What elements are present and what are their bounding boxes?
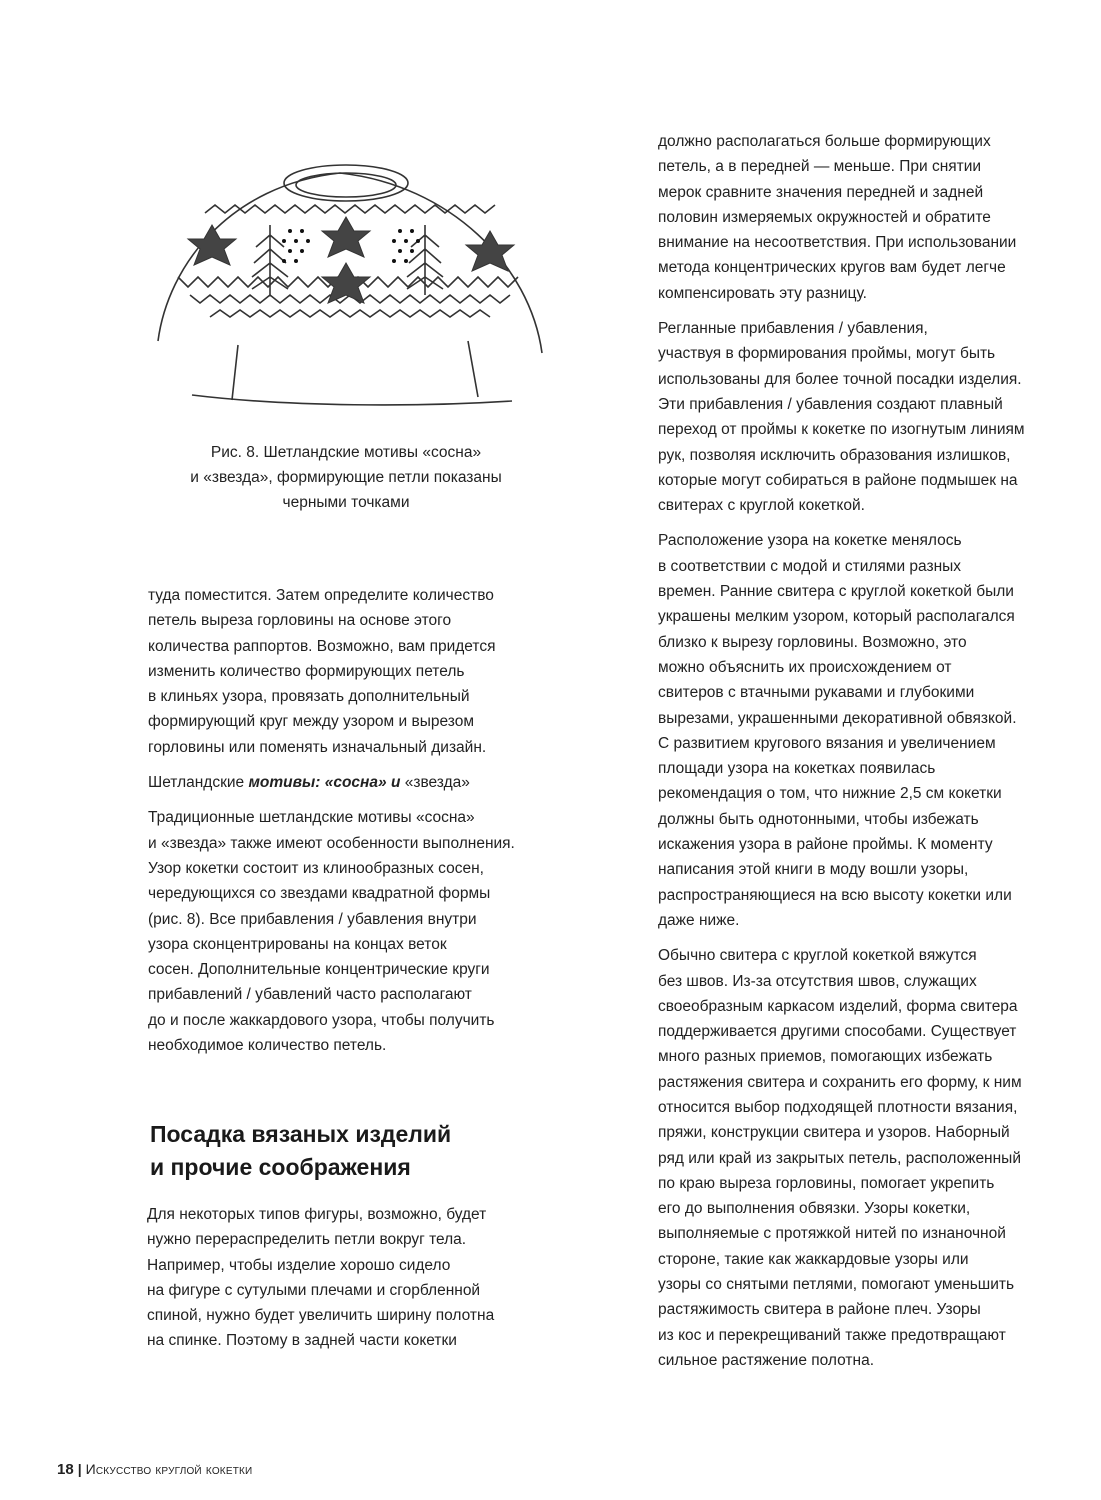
paragraph bbox=[147, 1202, 547, 1354]
paragraph bbox=[658, 943, 1058, 1373]
text-line: написания этой книги в моду вошли узоры, bbox=[658, 861, 969, 879]
text-line: узоры со снятыми петлями, помогают уменьшить bbox=[658, 1276, 1015, 1294]
text-line: должны быть однотонными, чтобы избежать bbox=[658, 810, 979, 828]
text-line: в клиньях узора, провязать дополнительный bbox=[148, 688, 470, 706]
footer-separator: | bbox=[77, 1461, 82, 1477]
text-line: внимание на несоответствия. При использовании bbox=[658, 234, 1017, 252]
text-line: близко к вырезу горловины. Возможно, это bbox=[658, 633, 967, 651]
text-line: использованы для более точной посадки изделия. bbox=[658, 370, 1022, 388]
figure-caption bbox=[150, 440, 542, 515]
text-line: распространяющиеся на всю высоту кокетки или bbox=[658, 886, 1012, 904]
text-line: на фигуре с сутулыми плечами и сгорбленной bbox=[147, 1281, 481, 1299]
text-line: свитерах с круглой кокеткой. bbox=[658, 497, 865, 515]
text-line: переход от проймы к кокетке по изогнутым линиям bbox=[658, 421, 1025, 439]
text-line: вырезами, украшенными декоративной обвязкой. bbox=[658, 709, 1017, 727]
text-line: растяжимость свитера в районе плеч. Узоры bbox=[658, 1301, 981, 1319]
text-line: без швов. Из-за отсутствия швов, служащих bbox=[658, 972, 977, 990]
page-number: 18 bbox=[57, 1461, 74, 1478]
text-line: мерок сравните значения передней и задней bbox=[658, 183, 984, 201]
paragraph bbox=[658, 129, 1058, 306]
text-line: Регланные прибавления / убавления, bbox=[658, 320, 928, 338]
paragraph bbox=[148, 805, 548, 1058]
text-line: украшены мелким узором, который располагался bbox=[658, 608, 1015, 626]
text-line: туда поместится. Затем определите количество bbox=[148, 587, 494, 604]
text-line: которые могут собираться в районе подмышек на bbox=[658, 471, 1018, 489]
text-line: горловины или поменять изначальный дизайн. bbox=[148, 738, 487, 756]
text-line: времен. Ранние свитера с круглой кокеткой были bbox=[658, 583, 1014, 601]
text-line: сильное растяжение полотна. bbox=[658, 1351, 875, 1369]
text-line: можно объяснить их происхождением от bbox=[658, 658, 952, 676]
left-column-lower bbox=[147, 1202, 547, 1364]
text-line: Например, чтобы изделие хорошо сидело bbox=[147, 1256, 451, 1274]
left-column-upper bbox=[148, 583, 548, 1068]
text-line: растяжения свитера и сохранить его форму, к ним bbox=[658, 1073, 1022, 1091]
text-line: искажения узора в районе проймы. К моменту bbox=[658, 836, 993, 854]
text-line: метода концентрических кругов вам будет легче bbox=[658, 259, 1006, 277]
text-line: петель выреза горловины на основе этого bbox=[148, 612, 452, 630]
text-line: Эти прибавления / убавления создают плавный bbox=[658, 395, 1003, 413]
text-line: выполняемые с протяжкой нитей по изнаночной bbox=[658, 1225, 1006, 1243]
text-line: даже ниже. bbox=[658, 911, 740, 929]
running-title: Искусство круглой кокетки bbox=[85, 1461, 253, 1477]
text-line: в соответствии с модой и стилями разных bbox=[658, 557, 962, 575]
text-line: на спинке. Поэтому в задней части кокетки bbox=[147, 1332, 457, 1350]
text-line: рекомендация о том, что нижние 2,5 см кокетки bbox=[658, 785, 1002, 803]
figure-8 bbox=[150, 145, 550, 435]
text-line: необходимое количество петель. bbox=[148, 1037, 387, 1055]
text-line: его до выполнения обвязки. Узоры кокетки, bbox=[658, 1200, 971, 1218]
text-line: пряжи, конструкции свитера и узоров. Наборный bbox=[658, 1124, 1010, 1142]
text-line: свитеров с втачными рукавами и глубокими bbox=[658, 684, 975, 702]
text-line: Обычно свитера с круглой кокеткой вяжутся bbox=[658, 947, 977, 965]
shetland-yoke-illustration-icon bbox=[150, 145, 550, 435]
text-line: половин измеряемых окружностей и обратите bbox=[658, 208, 991, 226]
caption-line: и «звезда», формирующие петли показаны bbox=[190, 469, 502, 486]
section-heading bbox=[150, 1118, 570, 1184]
text-line: участвуя в формирования проймы, могут быть bbox=[658, 345, 996, 363]
text-line: сосен. Дополнительные концентрические круги bbox=[148, 961, 490, 979]
text-line: Расположение узора на кокетке менялось bbox=[658, 532, 962, 550]
text-line: по краю выреза горловины, помогает укрепить bbox=[658, 1174, 995, 1192]
heading-line: Посадка вязаных изделий bbox=[150, 1121, 452, 1147]
paragraph bbox=[658, 316, 1058, 518]
text-line: должно располагаться больше формирующих bbox=[658, 133, 991, 150]
text-line: Узор кокетки состоит из клинообразных сосен, bbox=[148, 859, 484, 877]
text-line: до и после жаккардового узора, чтобы получить bbox=[148, 1011, 495, 1029]
text-line: чередующихся со звездами квадратной формы bbox=[148, 885, 491, 903]
text-line: компенсировать эту разницу. bbox=[658, 284, 867, 302]
text-line: рук, позволяя исключить образования излишков, bbox=[658, 446, 1011, 464]
subsection-title bbox=[148, 770, 548, 795]
text-line: спиной, нужно будет увеличить ширину полотна bbox=[147, 1307, 495, 1325]
caption-line: черными точками bbox=[282, 494, 410, 511]
text-line: своеобразным каркасом изделий, форма свитера bbox=[658, 997, 1018, 1015]
text-line: Традиционные шетландские мотивы «сосна» bbox=[148, 809, 475, 827]
text-line: С развитием кругового вязания и увеличением bbox=[658, 734, 996, 752]
paragraph bbox=[658, 528, 1058, 933]
text-line: изменить количество формирующих петель bbox=[148, 662, 465, 680]
text-line: много разных приемов, помогающих избежать bbox=[658, 1048, 993, 1066]
text-line: площади узора на кокетках появилась bbox=[658, 760, 936, 778]
text-line: прибавлений / убавлений часто располагают bbox=[148, 986, 472, 1004]
text-line: Для некоторых типов фигуры, возможно, будет bbox=[147, 1206, 487, 1223]
text-line: ряд или край из закрытых петель, расположенный bbox=[658, 1149, 1021, 1167]
text-line: формирующий круг между узором и вырезом bbox=[148, 713, 474, 731]
page-footer bbox=[57, 1461, 252, 1478]
paragraph bbox=[148, 583, 548, 760]
subhead-suffix: «звезда» bbox=[400, 774, 470, 792]
text-line: (рис. 8). Все прибавления / убавления внутри bbox=[148, 910, 477, 928]
right-column bbox=[658, 129, 1058, 1383]
subhead-prefix: Шетландские bbox=[148, 774, 249, 792]
text-line: петель, а в передней — меньше. При снятии bbox=[658, 158, 982, 176]
subhead-emphasis: мотивы: «сосна» и bbox=[248, 774, 401, 792]
caption-line: Рис. 8. Шетландские мотивы «сосна» bbox=[210, 444, 482, 461]
text-line: количества раппортов. Возможно, вам придется bbox=[148, 637, 496, 655]
text-line: узора сконцентрированы на концах веток bbox=[148, 935, 447, 953]
heading-line: и прочие соображения bbox=[150, 1154, 411, 1180]
text-line: и «звезда» также имеют особенности выполнения. bbox=[148, 834, 515, 852]
text-line: поддерживается другими способами. Существует bbox=[658, 1023, 1017, 1041]
text-line: стороне, такие как жаккардовые узоры или bbox=[658, 1250, 969, 1268]
text-line: нужно перераспределить петли вокруг тела. bbox=[147, 1231, 467, 1249]
text-line: относится выбор подходящей плотности вязания, bbox=[658, 1098, 1018, 1116]
text-line: из кос и перекрещиваний также предотвращают bbox=[658, 1326, 1006, 1344]
